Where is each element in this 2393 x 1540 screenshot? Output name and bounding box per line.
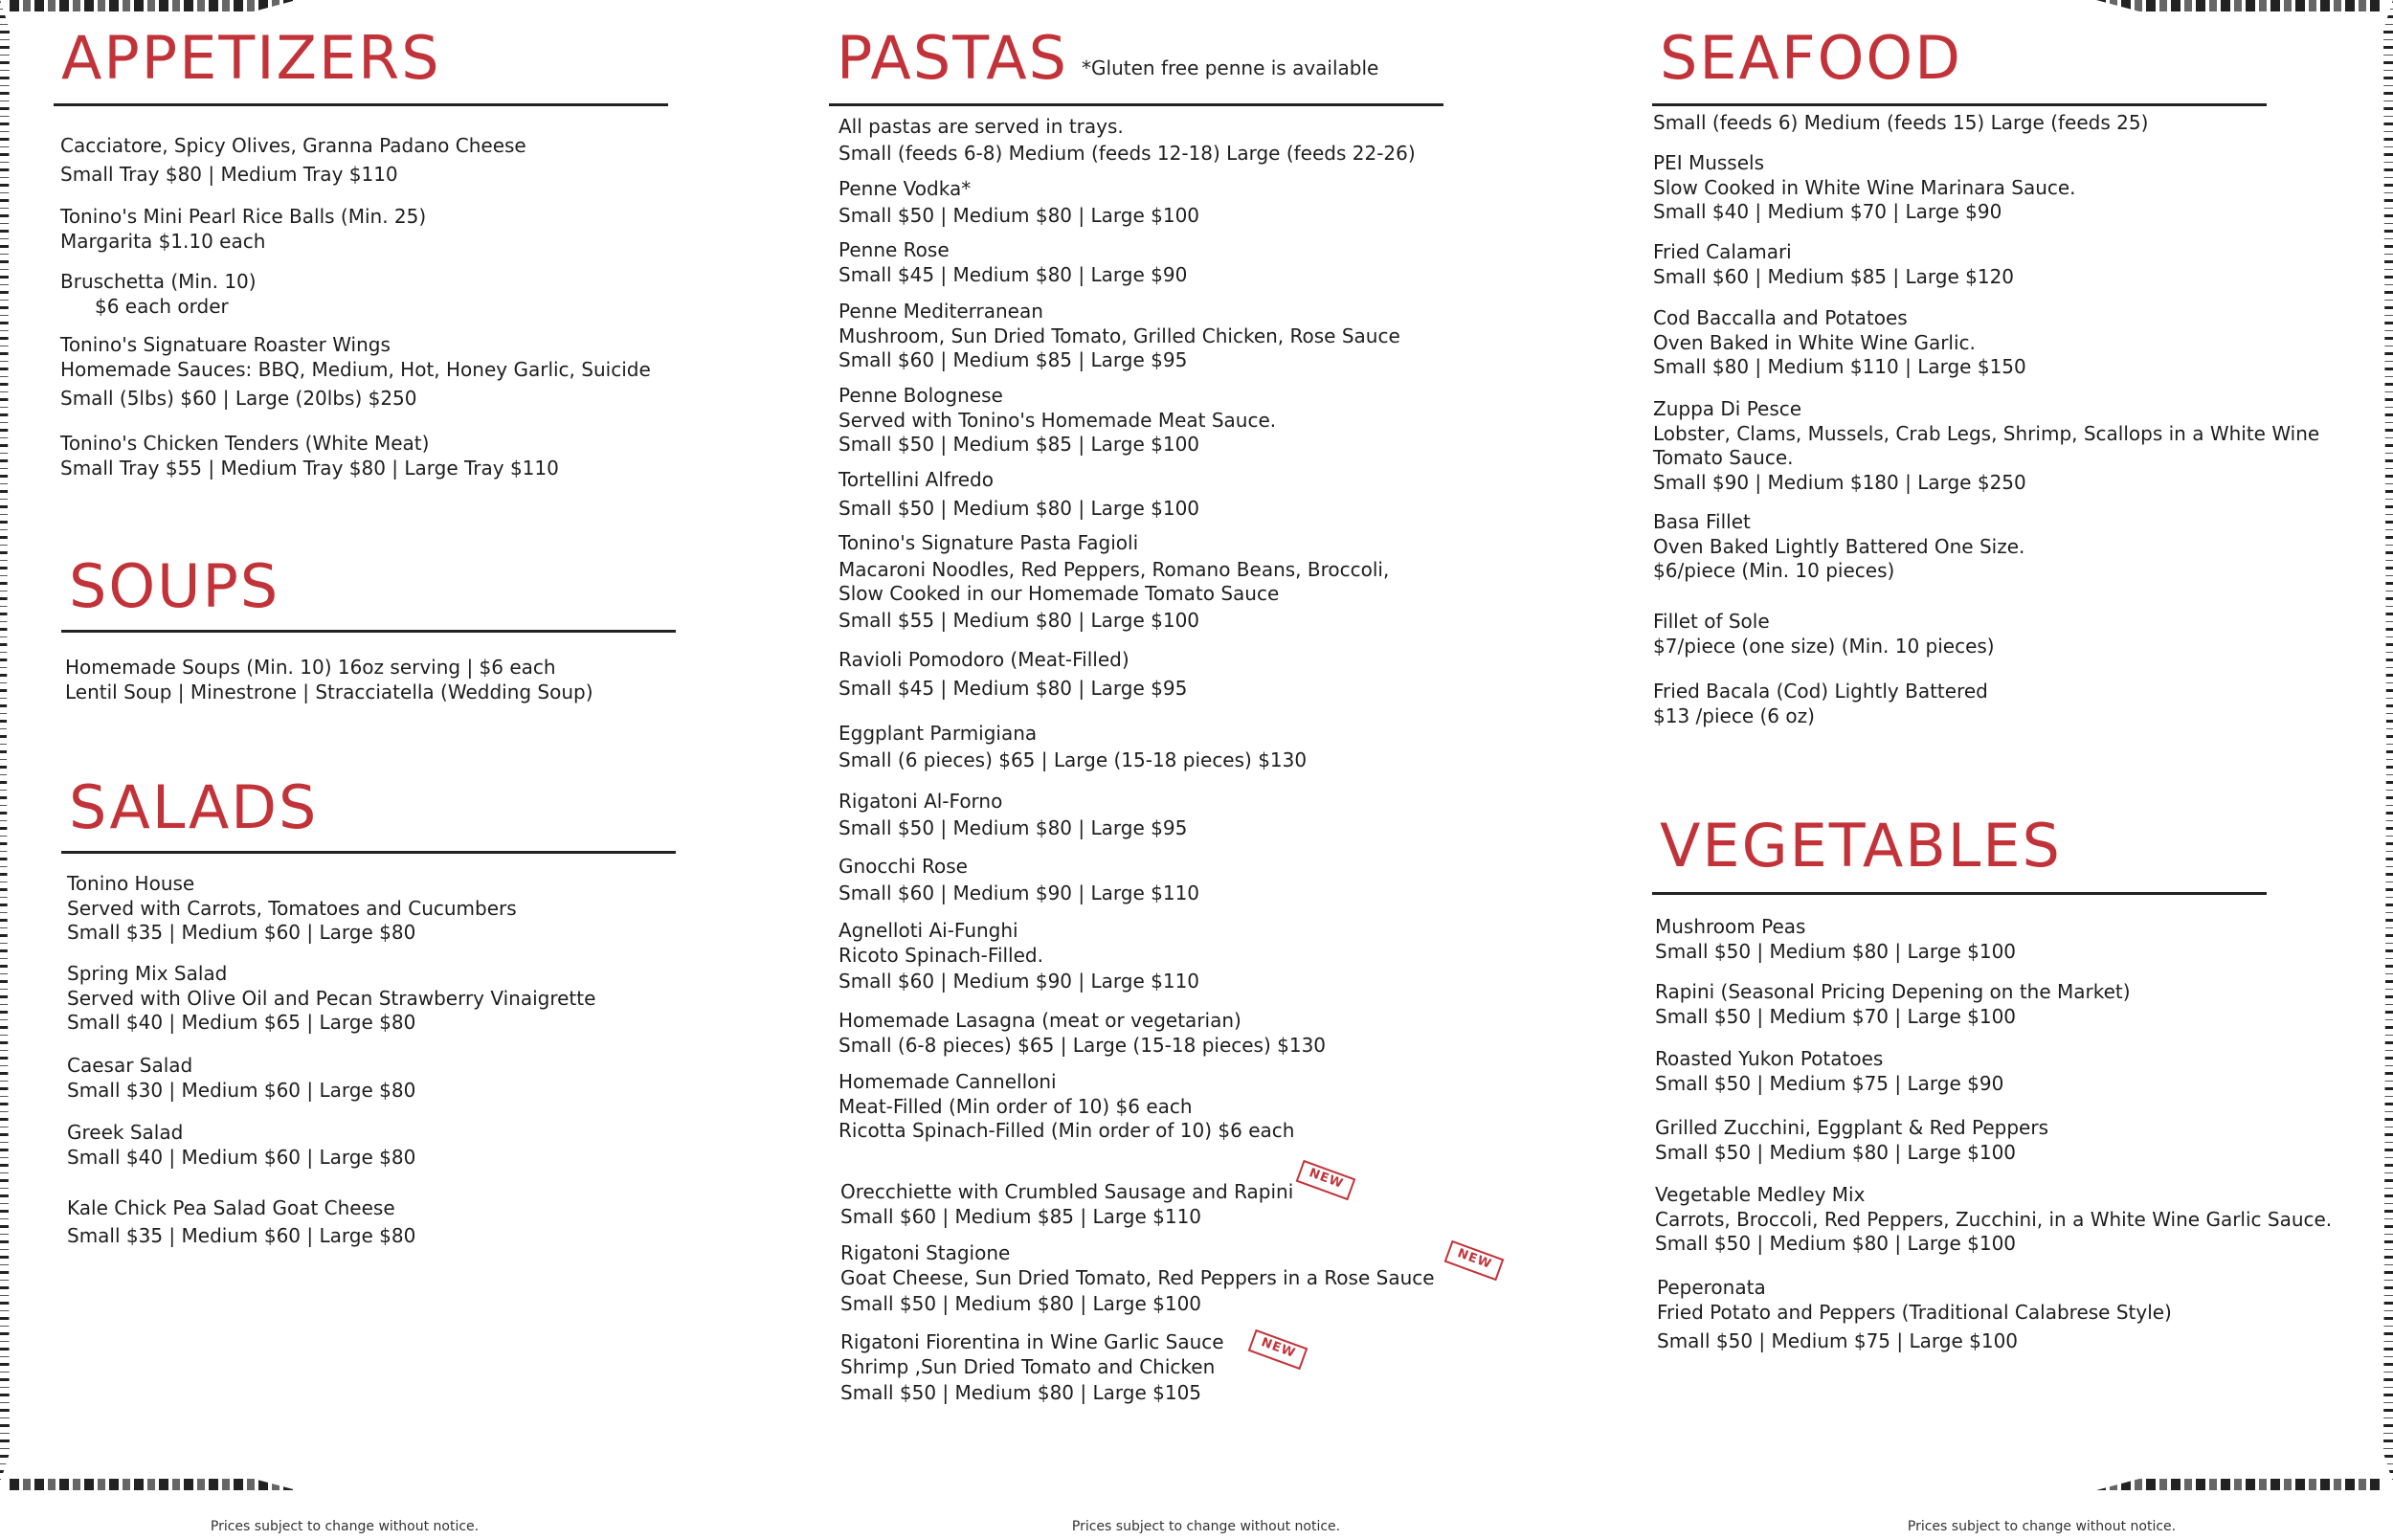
item-price: Small $50 | Medium $80 | Large $100: [1655, 1140, 2017, 1164]
item-name: Cod Baccalla and Potatoes: [1653, 306, 1908, 329]
pastas-title: PASTAS: [837, 23, 1069, 93]
item-price: Small $45 | Medium $80 | Large $95: [839, 676, 1188, 700]
new-badge: NEW: [1296, 1160, 1356, 1200]
item-price: Small $50 | Medium $85 | Large $100: [839, 433, 1200, 456]
pasta-item: [839, 790, 1566, 840]
item-price: Small $90 | Medium $180 | Large $250: [1653, 470, 2026, 494]
pasta-item: [839, 1070, 1566, 1144]
vegetable-item: [1655, 1183, 2382, 1257]
pasta-item: [840, 1330, 1568, 1406]
item-price: Small $60 | Medium $90 | Large $110: [839, 970, 1200, 993]
decorative-border-right: [2383, 0, 2393, 1483]
seafood-item: [1653, 240, 2381, 289]
item-name: PEI Mussels: [1653, 151, 1765, 174]
item-name: Vegetable Medley Mix: [1655, 1183, 1866, 1206]
item-price: Small $55 | Medium $80 | Large $100: [839, 608, 1200, 632]
item-name: Kale Chick Pea Salad Goat Cheese: [67, 1196, 395, 1219]
item-name: Tonino's Mini Pearl Rice Balls (Min. 25): [60, 205, 427, 228]
tray-sizes: Small (feeds 6) Medium (feeds 15) Large (feeds 25): [1653, 111, 2149, 134]
item-name: Roasted Yukon Potatoes: [1655, 1047, 1884, 1070]
vegetable-item: [1655, 915, 2382, 964]
seafood-item: [1653, 510, 2381, 584]
decorative-border-left: [0, 0, 10, 1483]
item-name: Rigatoni Al-Forno: [839, 790, 1003, 813]
item-description: Oven Baked Lightly Battered One Size.: [1653, 534, 2025, 558]
tray-sizes: Small (feeds 6-8) Medium (feeds 12-18) Large (feeds 22-26): [839, 141, 1416, 165]
item-name: Greek Salad: [67, 1121, 184, 1144]
vegetable-item: [1655, 980, 2382, 1029]
seafood-item: [1653, 397, 2381, 495]
vegetable-item: [1655, 1047, 2382, 1096]
seafood-heading: SEAFOOD: [1660, 23, 1962, 93]
item-name: Rapini (Seasonal Pricing Depening on the Market): [1655, 980, 2131, 1003]
pasta-item: [839, 384, 1566, 458]
item-name: Agnelloti Ai-Funghi: [839, 919, 1018, 942]
pastas-divider: [829, 103, 1443, 106]
item-description: Carrots, Broccoli, Red Peppers, Zucchini, in a White Wine Garlic Sauce.: [1655, 1207, 2333, 1231]
new-badge: NEW: [1444, 1240, 1505, 1281]
item-name: Eggplant Parmigiana: [839, 722, 1038, 745]
salads-heading: SALADS: [69, 772, 319, 842]
appetizer-item: [60, 205, 788, 254]
item-name: Homemade Lasagna (meat or vegetarian): [839, 1009, 1241, 1032]
decorative-corner-top-left: [10, 0, 297, 11]
item-option: Ricotta Spinach-Filled (Min order of 10) $6 each: [839, 1119, 1295, 1142]
soup-item: [65, 656, 793, 704]
salad-item: [67, 1196, 794, 1248]
soups-heading: SOUPS: [69, 551, 280, 621]
item-name: Basa Fillet: [1653, 510, 1751, 533]
pasta-item: [839, 300, 1566, 373]
gluten-free-note: *Gluten free penne is available: [1082, 56, 1379, 79]
item-price: Small Tray $80 | Medium Tray $110: [60, 162, 398, 186]
item-price: Small $50 | Medium $80 | Large $100: [839, 203, 1200, 227]
item-description: Slow Cooked in our Homemade Tomato Sauce: [839, 582, 1280, 605]
item-price: Small $50 | Medium $80 | Large $100: [839, 496, 1200, 520]
appetizers-divider: [54, 103, 668, 106]
vegetables-heading: VEGETABLES: [1660, 811, 2062, 881]
item-price: Small $60 | Medium $90 | Large $110: [839, 881, 1200, 904]
seafood-item: [1653, 306, 2381, 380]
item-name: Homemade Cannelloni: [839, 1070, 1057, 1093]
item-price: $6 each order: [95, 294, 229, 318]
item-description: Served with Carrots, Tomatoes and Cucumbers: [67, 896, 517, 920]
item-name: Tonino's Chicken Tenders (White Meat): [60, 432, 430, 455]
item-name: Mushroom Peas: [1655, 915, 1806, 938]
item-price: $6/piece (Min. 10 pieces): [1653, 559, 1895, 582]
pasta-item: [839, 115, 1566, 166]
item-description: Homemade Sauces: BBQ, Medium, Hot, Honey Garlic, Suicide: [60, 357, 651, 381]
seafood-item: [1653, 680, 2381, 728]
item-name: Penne Bolognese: [839, 384, 1003, 407]
vegetables-divider: [1652, 892, 2267, 895]
item-price: $7/piece (one size) (Min. 10 pieces): [1653, 634, 1995, 658]
item-name: Bruschetta (Min. 10): [60, 270, 257, 293]
pasta-item: [839, 919, 1566, 994]
item-name: Homemade Soups (Min. 10) 16oz serving | $6 each: [65, 656, 556, 679]
item-price: Small $40 | Medium $60 | Large $80: [67, 1145, 416, 1169]
item-price: Small $50 | Medium $80 | Large $100: [840, 1292, 1202, 1315]
item-name: Ravioli Pomodoro (Meat-Filled): [839, 648, 1129, 671]
item-price: Small $60 | Medium $85 | Large $120: [1653, 264, 2015, 288]
item-description: Lobster, Clams, Mussels, Crab Legs, Shrimp, Scallops in a White Wine: [1653, 421, 2320, 445]
item-option: Meat-Filled (Min order of 10) $6 each: [839, 1094, 1193, 1118]
pasta-item: [839, 238, 1566, 287]
appetizer-item: [60, 432, 788, 480]
item-price: Small $45 | Medium $80 | Large $90: [839, 262, 1188, 286]
seafood-item: [1653, 610, 2381, 658]
item-name: Penne Mediterranean: [839, 300, 1043, 323]
item-name: Fried Calamari: [1653, 240, 1792, 263]
item-price: Small $50 | Medium $80 | Large $95: [839, 815, 1188, 839]
vegetable-item: [1655, 1116, 2382, 1165]
item-description: Mushroom, Sun Dried Tomato, Grilled Chicken, Rose Sauce: [839, 324, 1400, 347]
item-description: Goat Cheese, Sun Dried Tomato, Red Peppers in a Rose Sauce: [840, 1265, 1435, 1289]
item-description: Ricoto Spinach-Filled.: [839, 943, 1043, 967]
decorative-corner-bottom-left: [10, 1479, 297, 1490]
item-price: Small $80 | Medium $110 | Large $150: [1653, 355, 2026, 378]
item-price: Small (6-8 pieces) $65 | Large (15-18 pieces) $130: [839, 1033, 1327, 1057]
item-name: Tortellini Alfredo: [839, 468, 994, 491]
item-name: Peperonata: [1657, 1276, 1766, 1299]
pasta-item: [839, 531, 1566, 633]
item-price: Small $30 | Medium $60 | Large $80: [67, 1078, 416, 1102]
appetizer-item: [60, 333, 788, 412]
tray-note: All pastas are served in trays.: [839, 115, 1124, 138]
item-name: Grilled Zucchini, Eggplant & Red Peppers: [1655, 1116, 2049, 1139]
pasta-item: [839, 1009, 1566, 1058]
item-name: Rigatoni Fiorentina in Wine Garlic Sauce: [840, 1330, 1224, 1353]
item-description: Oven Baked in White Wine Garlic.: [1653, 330, 1976, 354]
item-description: Tomato Sauce.: [1653, 446, 1794, 469]
item-price: Small $35 | Medium $60 | Large $80: [67, 1223, 416, 1247]
soups-divider: [61, 630, 676, 633]
item-price: Margarita $1.10 each: [60, 229, 266, 253]
item-price: Small $60 | Medium $85 | Large $110: [840, 1204, 1202, 1228]
pasta-item: [839, 468, 1566, 521]
item-name: Tonino's Signatuare Roaster Wings: [60, 333, 391, 356]
item-price: Small $60 | Medium $85 | Large $95: [839, 348, 1188, 371]
item-name: Tonino's Signature Pasta Fagioli: [839, 531, 1139, 554]
price-notice-left: Prices subject to change without notice.: [210, 1519, 480, 1534]
decorative-corner-bottom-right: [2096, 1479, 2383, 1490]
item-description: Served with Olive Oil and Pecan Strawberry Vinaigrette: [67, 986, 596, 1010]
item-name: Tonino House: [67, 872, 195, 895]
pasta-item: [839, 177, 1566, 228]
item-name: Penne Vodka*: [839, 177, 972, 200]
price-notice-center: Prices subject to change without notice.: [1071, 1519, 1341, 1534]
pasta-item: [839, 648, 1566, 701]
seafood-sizes: [1653, 111, 2381, 136]
appetizer-item: [60, 134, 788, 187]
item-price: Small $50 | Medium $75 | Large $90: [1655, 1071, 2004, 1095]
salad-item: [67, 962, 794, 1036]
item-price: Small $50 | Medium $80 | Large $105: [840, 1381, 1202, 1404]
item-options: Lentil Soup | Minestrone | Stracciatella (Wedding Soup): [65, 680, 593, 703]
item-name: Fillet of Sole: [1653, 610, 1770, 633]
item-price: Small $35 | Medium $60 | Large $80: [67, 921, 416, 944]
item-name: Fried Bacala (Cod) Lightly Battered: [1653, 680, 1988, 703]
decorative-corner-top-right: [2096, 0, 2383, 11]
seafood-divider: [1652, 103, 2267, 106]
item-price: Small $50 | Medium $70 | Large $100: [1655, 1004, 2017, 1028]
salads-divider: [61, 851, 676, 854]
item-price: Small Tray $55 | Medium Tray $80 | Large Tray $110: [60, 456, 559, 480]
item-name: Penne Rose: [839, 238, 950, 261]
item-description: Served with Tonino's Homemade Meat Sauce.: [839, 408, 1277, 432]
item-description: Macaroni Noodles, Red Peppers, Romano Beans, Broccoli,: [839, 557, 1390, 581]
pastas-heading: [837, 23, 1379, 93]
item-price: Small (6 pieces) $65 | Large (15-18 pieces) $130: [839, 748, 1308, 771]
item-price: Small (5lbs) $60 | Large (20lbs) $250: [60, 387, 417, 410]
item-name: Orecchiette with Crumbled Sausage and Rapini: [840, 1180, 1294, 1203]
item-description: Slow Cooked in White Wine Marinara Sauce.: [1653, 175, 2076, 199]
item-name: Zuppa Di Pesce: [1653, 397, 1802, 420]
item-price: $13 /piece (6 oz): [1653, 703, 1815, 727]
salad-item: [67, 872, 794, 946]
pasta-item: [840, 1180, 1568, 1229]
price-notice-right: Prices subject to change without notice.: [1907, 1519, 2177, 1534]
pasta-item: [839, 722, 1566, 772]
item-price: Small $40 | Medium $65 | Large $80: [67, 1011, 416, 1034]
salad-item: [67, 1054, 794, 1103]
item-name: Cacciatore, Spicy Olives, Granna Padano Cheese: [60, 134, 526, 157]
item-price: Small $50 | Medium $80 | Large $100: [1655, 1232, 2017, 1255]
item-description: Fried Potato and Peppers (Traditional Calabrese Style): [1657, 1300, 2172, 1324]
item-price: Small $50 | Medium $80 | Large $100: [1655, 939, 2017, 963]
item-price: Small $40 | Medium $70 | Large $90: [1653, 200, 2002, 223]
appetizers-heading: APPETIZERS: [61, 23, 441, 93]
item-name: Gnocchi Rose: [839, 855, 968, 878]
seafood-item: [1653, 151, 2381, 225]
appetizer-item: [60, 270, 788, 319]
item-description: Shrimp ,Sun Dried Tomato and Chicken: [840, 1354, 1216, 1378]
item-name: Spring Mix Salad: [67, 962, 228, 985]
pasta-item: [839, 855, 1566, 905]
salad-item: [67, 1121, 794, 1170]
vegetable-item: [1657, 1276, 2384, 1354]
item-price: Small $50 | Medium $75 | Large $100: [1657, 1329, 2019, 1352]
item-name: Rigatoni Stagione: [840, 1241, 1011, 1264]
new-badge: NEW: [1248, 1329, 1308, 1370]
item-name: Caesar Salad: [67, 1054, 193, 1077]
